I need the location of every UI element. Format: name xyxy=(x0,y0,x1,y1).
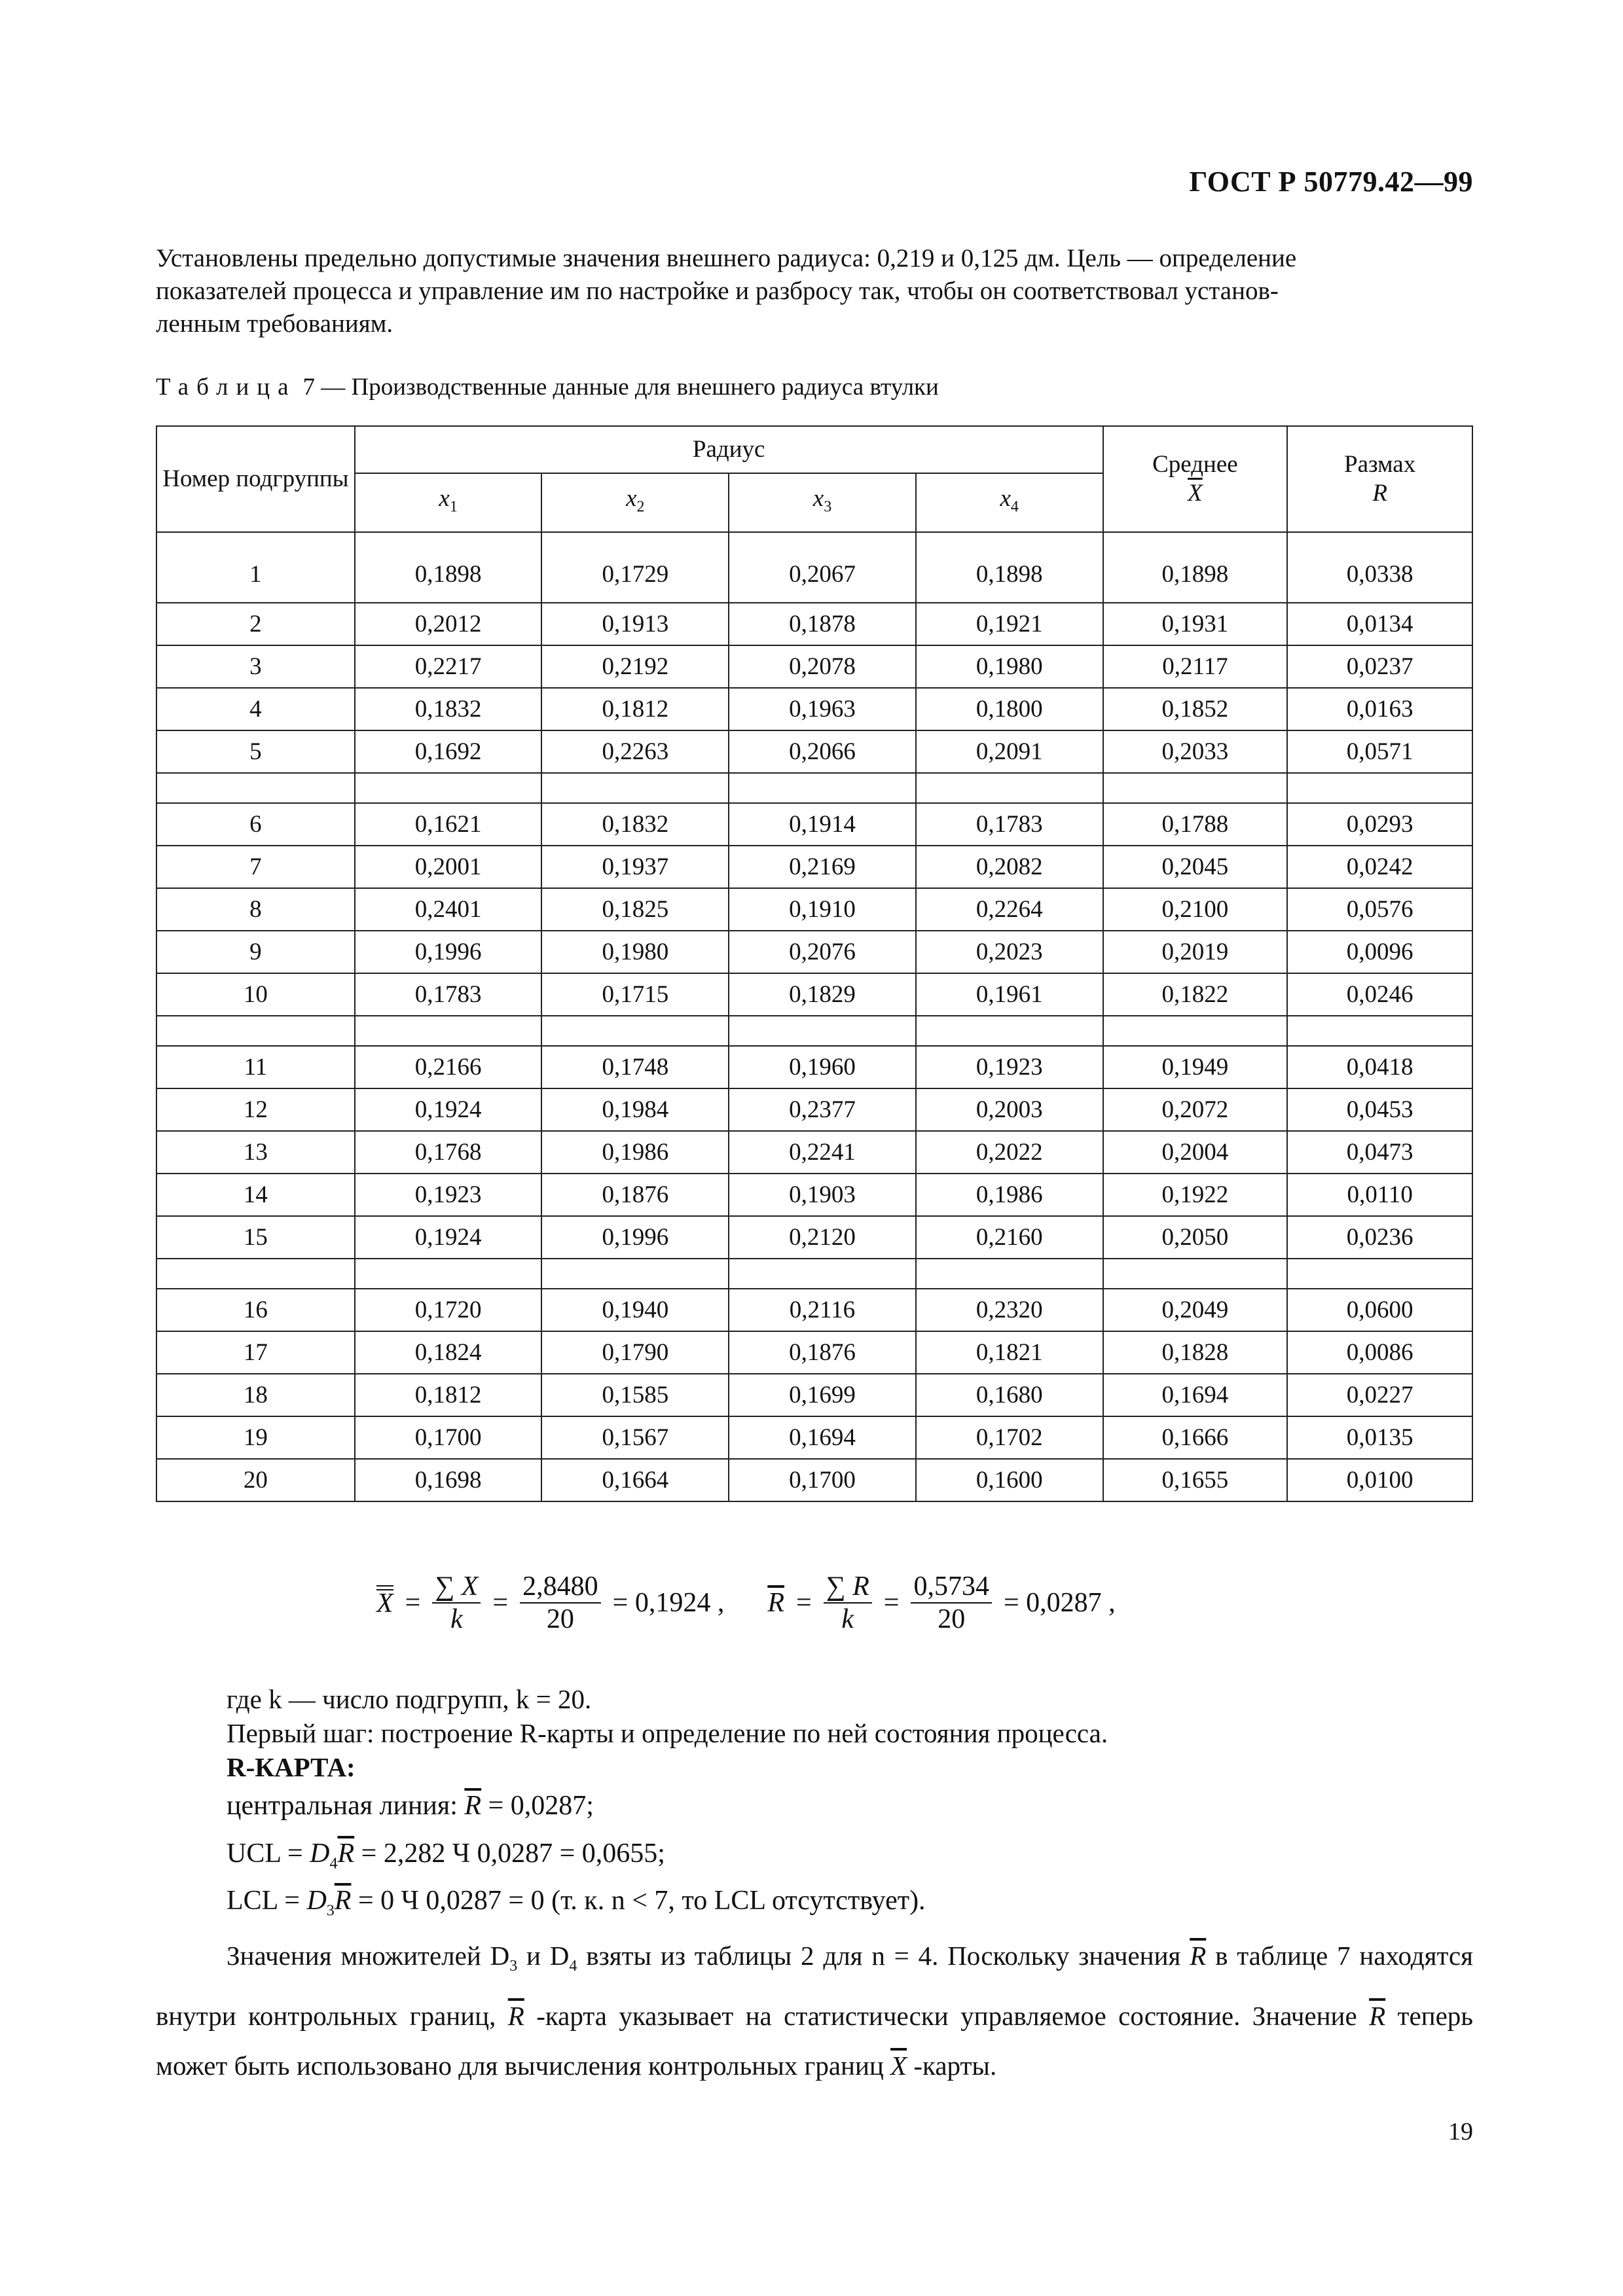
fraction-numerator: 0,5734 xyxy=(911,1571,992,1604)
table-cell: 0,1923 xyxy=(355,1174,542,1216)
table-cell: 0,1913 xyxy=(541,603,729,645)
table-spacer-cell xyxy=(1287,1016,1472,1046)
table-cell: 0,1984 xyxy=(541,1088,729,1131)
table-row xyxy=(156,532,1472,603)
table-row xyxy=(156,973,1472,1016)
header-x4: $x_4$ xyxy=(916,473,1103,532)
table-row xyxy=(156,603,1472,645)
table-cell: 0,2117 xyxy=(1103,645,1288,688)
table-cell: 0,1949 xyxy=(1103,1046,1288,1088)
table-cell: 0,0242 xyxy=(1287,846,1472,888)
table-cell: 0,2401 xyxy=(355,888,542,931)
table-cell: 0,2022 xyxy=(916,1131,1103,1174)
document-code: ГОСТ Р 50779.42—99 xyxy=(1189,166,1473,198)
header-mean xyxy=(1103,426,1288,532)
intro-line: показателей процесса и управление им по настройке и разбросу так, чтобы он соответствовал установ- xyxy=(156,277,1279,305)
table-cell: 13 xyxy=(156,1131,355,1174)
table-caption-label: Таблица xyxy=(156,374,297,401)
table-row xyxy=(156,931,1472,973)
table-cell: 0,1694 xyxy=(1103,1374,1288,1416)
table-spacer-cell xyxy=(729,773,916,803)
table-spacer-cell xyxy=(916,1259,1103,1289)
table-cell: 0,1715 xyxy=(541,973,729,1016)
where-line: где k — число подгрупп, k = 20. xyxy=(227,1684,592,1714)
table-cell: 0,1924 xyxy=(355,1088,542,1131)
header-range xyxy=(1287,426,1472,532)
table-cell: 0,2003 xyxy=(916,1088,1103,1131)
table-cell: 0,1812 xyxy=(355,1374,542,1416)
table-cell: 0,2050 xyxy=(1103,1216,1288,1259)
table-cell: 0,2263 xyxy=(541,730,729,773)
header-mean-label: Среднее xyxy=(1152,451,1238,478)
table-cell: 0,1768 xyxy=(355,1131,542,1174)
table-cell: 0,1980 xyxy=(541,931,729,973)
table-cell: 0,1986 xyxy=(916,1174,1103,1216)
table-cell: 0,1664 xyxy=(541,1459,729,1501)
table-cell: 18 xyxy=(156,1374,355,1416)
table-cell: 0,1922 xyxy=(1103,1174,1288,1216)
grand-mean-symbol: X xyxy=(376,1588,393,1619)
r-chart-heading: R-КАРТА: xyxy=(227,1752,356,1782)
table-spacer-cell xyxy=(1287,1259,1472,1289)
fraction-value-x xyxy=(520,1571,601,1635)
table-cell: 0,1788 xyxy=(1103,803,1288,846)
fraction-sum-r xyxy=(824,1571,872,1635)
table-cell: 0,1898 xyxy=(355,532,542,603)
table-cell: 0,1692 xyxy=(355,730,542,773)
table-spacer-row xyxy=(156,1016,1472,1046)
table-cell: 0,1921 xyxy=(916,603,1103,645)
table-cell: 15 xyxy=(156,1216,355,1259)
header-x3: $x_3$ xyxy=(729,473,916,532)
table-cell: 0,1924 xyxy=(355,1216,542,1259)
fraction-denominator: k xyxy=(841,1604,854,1634)
table-cell: 0,1600 xyxy=(916,1459,1103,1501)
table-row xyxy=(156,1331,1472,1374)
table-spacer-cell xyxy=(1103,1016,1288,1046)
table-cell: 0,1937 xyxy=(541,846,729,888)
table-cell: 0,1852 xyxy=(1103,688,1288,730)
equals-sign: = xyxy=(795,1588,812,1618)
fraction-denominator: k xyxy=(450,1604,463,1634)
table-cell: 0,0100 xyxy=(1287,1459,1472,1501)
table-cell: 0,1720 xyxy=(355,1289,542,1331)
table-cell: 0,1832 xyxy=(541,803,729,846)
table-cell: 16 xyxy=(156,1289,355,1331)
table-cell: 0,1898 xyxy=(1103,532,1288,603)
table-cell: 0,0338 xyxy=(1287,532,1472,603)
table-cell: 0,1914 xyxy=(729,803,916,846)
table-cell: 0,2066 xyxy=(729,730,916,773)
table-spacer-cell xyxy=(355,1016,542,1046)
table-cell: 0,1825 xyxy=(541,888,729,931)
table-cell: 0,1931 xyxy=(1103,603,1288,645)
table-cell: 0,1980 xyxy=(916,645,1103,688)
table-cell: 0,1910 xyxy=(729,888,916,931)
table-cell: 0,2019 xyxy=(1103,931,1288,973)
table-cell: 0,0293 xyxy=(1287,803,1472,846)
table-cell: 0,2023 xyxy=(916,931,1103,973)
table-cell: 0,2045 xyxy=(1103,846,1288,888)
table-cell: 0,1960 xyxy=(729,1046,916,1088)
table-spacer-cell xyxy=(156,1259,355,1289)
table-cell: 0,0163 xyxy=(1287,688,1472,730)
result-x: = 0,1924 , xyxy=(612,1588,725,1618)
table-cell: 0,1996 xyxy=(541,1216,729,1259)
table-cell: 0,0135 xyxy=(1287,1416,1472,1459)
table-cell: 0,1567 xyxy=(541,1416,729,1459)
table-cell: 0,1748 xyxy=(541,1046,729,1088)
table-cell: 0,1898 xyxy=(916,532,1103,603)
table-cell: 0,1694 xyxy=(729,1416,916,1459)
table-spacer-cell xyxy=(916,1016,1103,1046)
table-cell: 0,1923 xyxy=(916,1046,1103,1088)
table-cell: 0,2001 xyxy=(355,846,542,888)
table-row xyxy=(156,1088,1472,1131)
table-cell: 0,0110 xyxy=(1287,1174,1472,1216)
table-cell: 0,2076 xyxy=(729,931,916,973)
table-spacer-cell xyxy=(355,1259,542,1289)
table-cell: 0,0096 xyxy=(1287,931,1472,973)
header-x1: $x_1$ xyxy=(355,473,542,532)
mean-range-symbol: $\overline{R}$ xyxy=(767,1588,784,1618)
table-cell: 20 xyxy=(156,1459,355,1501)
table-cell: 0,1996 xyxy=(355,931,542,973)
fraction-sum-x xyxy=(432,1571,481,1635)
table-cell: 14 xyxy=(156,1174,355,1216)
table-spacer-cell xyxy=(541,773,729,803)
table-spacer-cell xyxy=(541,1016,729,1046)
table-cell: 0,0134 xyxy=(1287,603,1472,645)
table-spacer-row xyxy=(156,1259,1472,1289)
table-cell: 0,2241 xyxy=(729,1131,916,1174)
fraction-denominator: 20 xyxy=(938,1604,966,1634)
table-cell: 0,0453 xyxy=(1287,1088,1472,1131)
table-cell: 0,1783 xyxy=(916,803,1103,846)
table-cell: 0,1903 xyxy=(729,1174,916,1216)
table-cell: 0,1729 xyxy=(541,532,729,603)
table-cell: 0,1876 xyxy=(541,1174,729,1216)
table-row xyxy=(156,1174,1472,1216)
table-cell: 1 xyxy=(156,532,355,603)
table-cell: 0,1963 xyxy=(729,688,916,730)
table-cell: 0,2012 xyxy=(355,603,542,645)
table-cell: 0,0246 xyxy=(1287,973,1472,1016)
table-cell: 0,2120 xyxy=(729,1216,916,1259)
table-cell: 0,2192 xyxy=(541,645,729,688)
table-spacer-cell xyxy=(729,1259,916,1289)
table-cell: 0,0571 xyxy=(1287,730,1472,773)
table-row xyxy=(156,730,1472,773)
table-cell: 0,0086 xyxy=(1287,1331,1472,1374)
table-cell: 0,1812 xyxy=(541,688,729,730)
table-row xyxy=(156,1216,1472,1259)
table-cell: 0,1702 xyxy=(916,1416,1103,1459)
table-cell: 0,2082 xyxy=(916,846,1103,888)
table-cell: 0,1698 xyxy=(355,1459,542,1501)
table-cell: 0,1621 xyxy=(355,803,542,846)
table-cell: 0,1585 xyxy=(541,1374,729,1416)
table-cell: 0,2067 xyxy=(729,532,916,603)
intro-paragraph xyxy=(156,242,1473,340)
table-cell: 0,1824 xyxy=(355,1331,542,1374)
table-caption xyxy=(156,373,939,401)
table-cell: 0,2091 xyxy=(916,730,1103,773)
table-spacer-row xyxy=(156,773,1472,803)
table-row xyxy=(156,1289,1472,1331)
table-spacer-cell xyxy=(729,1016,916,1046)
table-spacer-cell xyxy=(541,1259,729,1289)
table-cell: 0,2217 xyxy=(355,645,542,688)
table-cell: 0,2033 xyxy=(1103,730,1288,773)
table-cell: 2 xyxy=(156,603,355,645)
table-cell: 17 xyxy=(156,1331,355,1374)
table-spacer-cell xyxy=(916,773,1103,803)
fraction-denominator: 20 xyxy=(546,1604,574,1634)
fraction-numerator: 2,8480 xyxy=(520,1571,601,1604)
table-cell: 0,1876 xyxy=(729,1331,916,1374)
table-spacer-cell xyxy=(156,773,355,803)
equals-sign: = xyxy=(405,1588,421,1618)
fraction-numerator: ∑ X xyxy=(432,1571,481,1604)
ucl-formula: UCL = $D_4\overline{R} = 2,282$ Ч 0,0287 = 0,0655; xyxy=(227,1839,665,1873)
table-row xyxy=(156,803,1472,846)
table-cell: 0,1821 xyxy=(916,1331,1103,1374)
table-caption-text: 7 — Производственные данные для внешнего радиуса втулки xyxy=(302,374,939,401)
production-data-table xyxy=(156,425,1473,1502)
table-cell: 8 xyxy=(156,888,355,931)
table-cell: 0,2100 xyxy=(1103,888,1288,931)
table-cell: 0,1800 xyxy=(916,688,1103,730)
table-cell: 0,0418 xyxy=(1287,1046,1472,1088)
lcl-formula: LCL = $D_3\overline{R} = 0$ Ч 0,0287 = 0 (т. к. n < 7, то LCL отсутствует). xyxy=(227,1886,926,1920)
table-cell: 0,2166 xyxy=(355,1046,542,1088)
table-spacer-cell xyxy=(156,1016,355,1046)
intro-line: Установлены предельно допустимые значения внешнего радиуса: 0,219 и 0,125 дм. Цель — определение xyxy=(156,244,1297,272)
table-cell: 0,2264 xyxy=(916,888,1103,931)
result-r: = 0,0287 , xyxy=(1003,1588,1116,1618)
table-cell: 0,1790 xyxy=(541,1331,729,1374)
table-cell: 0,2116 xyxy=(729,1289,916,1331)
table-cell: 0,2169 xyxy=(729,846,916,888)
header-range-symbol: R xyxy=(1372,480,1387,507)
table-cell: 0,0576 xyxy=(1287,888,1472,931)
table-cell: 0,1986 xyxy=(541,1131,729,1174)
table-cell: 0,0227 xyxy=(1287,1374,1472,1416)
table-cell: 6 xyxy=(156,803,355,846)
page-number: 19 xyxy=(1448,2118,1473,2145)
table-cell: 11 xyxy=(156,1046,355,1088)
table-spacer-cell xyxy=(1103,1259,1288,1289)
table-cell: 0,2049 xyxy=(1103,1289,1288,1331)
table-cell: 0,1700 xyxy=(355,1416,542,1459)
table-cell: 10 xyxy=(156,973,355,1016)
table-cell: 0,1822 xyxy=(1103,973,1288,1016)
table-cell: 0,1680 xyxy=(916,1374,1103,1416)
table-row xyxy=(156,846,1472,888)
table-cell: 0,1655 xyxy=(1103,1459,1288,1501)
table-cell: 0,2160 xyxy=(916,1216,1103,1259)
table-cell: 0,0237 xyxy=(1287,645,1472,688)
table-cell: 3 xyxy=(156,645,355,688)
table-row xyxy=(156,1046,1472,1088)
table-cell: 19 xyxy=(156,1416,355,1459)
table-cell: 0,1783 xyxy=(355,973,542,1016)
table-row xyxy=(156,645,1472,688)
table-cell: 0,1700 xyxy=(729,1459,916,1501)
table-cell: 0,2072 xyxy=(1103,1088,1288,1131)
header-subgroup: Номер подгруппы xyxy=(156,426,355,532)
table-spacer-cell xyxy=(1287,773,1472,803)
fraction-numerator: ∑ R xyxy=(824,1571,872,1604)
table-cell: 4 xyxy=(156,688,355,730)
table-cell: 7 xyxy=(156,846,355,888)
table-cell: 0,0473 xyxy=(1287,1131,1472,1174)
table-row xyxy=(156,888,1472,931)
center-line-formula: центральная линия: $\overline{R} = 0,0287$; xyxy=(227,1791,594,1821)
table-cell: 0,1832 xyxy=(355,688,542,730)
table-cell: 0,2078 xyxy=(729,645,916,688)
table-spacer-cell xyxy=(1103,773,1288,803)
table-spacer-cell xyxy=(355,773,542,803)
mean-formulas xyxy=(376,1571,1116,1635)
header-range-label: Размах xyxy=(1344,451,1416,478)
header-radius: Радиус xyxy=(355,426,1103,473)
fraction-value-r xyxy=(911,1571,992,1635)
table-cell: 0,1829 xyxy=(729,973,916,1016)
table-cell: 5 xyxy=(156,730,355,773)
header-x2: $x_2$ xyxy=(541,473,729,532)
table-cell: 0,2320 xyxy=(916,1289,1103,1331)
table-cell: 0,1878 xyxy=(729,603,916,645)
table-row xyxy=(156,1374,1472,1416)
table-row xyxy=(156,1416,1472,1459)
table-row xyxy=(156,688,1472,730)
header-mean-symbol: $\overline{X}$ xyxy=(1188,480,1203,507)
table-cell: 0,2377 xyxy=(729,1088,916,1131)
table-cell: 0,1940 xyxy=(541,1289,729,1331)
conclusion-paragraph: Значения множителей $D_3$ и $D_4$ взяты из таблицы 2 для n = 4. Поскольку значения $\overline{R}$ в таблице 7 находятся внутри контрольных границ, $\overline{R}$ -карта указывает на статистически управляемое состояние. Значение $\overline{R}$ теперь может быть использовано для вычисления контрольных границ $\overline{X}$ -карты. xyxy=(156,1941,1473,2081)
table-cell: 0,1828 xyxy=(1103,1331,1288,1374)
intro-line: ленным требованиям. xyxy=(156,310,393,338)
table-cell: 0,0600 xyxy=(1287,1289,1472,1331)
table-row xyxy=(156,1459,1472,1501)
table-cell: 0,1961 xyxy=(916,973,1103,1016)
table-body xyxy=(156,532,1472,1501)
table-cell: 9 xyxy=(156,931,355,973)
table-cell: 12 xyxy=(156,1088,355,1131)
equals-sign: = xyxy=(492,1588,509,1618)
equals-sign: = xyxy=(883,1588,900,1618)
first-step-line: Первый шаг: построение R-карты и определение по ней состояния процесса. xyxy=(227,1718,1108,1748)
table-cell: 0,1699 xyxy=(729,1374,916,1416)
table-cell: 0,2004 xyxy=(1103,1131,1288,1174)
table-row xyxy=(156,1131,1472,1174)
table-cell: 0,0236 xyxy=(1287,1216,1472,1259)
table-cell: 0,1666 xyxy=(1103,1416,1288,1459)
